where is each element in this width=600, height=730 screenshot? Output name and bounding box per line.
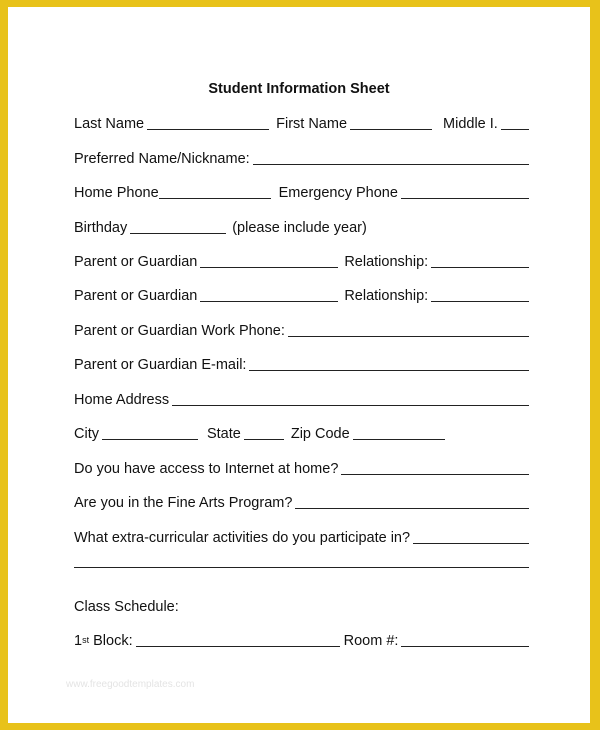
parent-email-label: Parent or Guardian E-mail: — [74, 357, 247, 373]
parent-work-phone-label: Parent or Guardian Work Phone: — [74, 323, 285, 339]
fine-arts-field[interactable] — [295, 507, 529, 509]
fine-arts-question: Are you in the Fine Arts Program? — [74, 495, 293, 511]
state-field[interactable] — [244, 438, 284, 440]
zip-field[interactable] — [353, 438, 445, 440]
internet-field[interactable] — [341, 473, 529, 475]
emergency-phone-label: Emergency Phone — [278, 185, 398, 201]
preferred-name-field[interactable] — [253, 163, 529, 165]
relationship-field[interactable] — [431, 300, 529, 302]
first-name-label: First Name — [276, 116, 348, 132]
parent-guardian-field[interactable] — [200, 300, 338, 302]
extracurricular-field[interactable] — [413, 542, 529, 544]
preferred-name-row — [74, 150, 532, 168]
parent-guardian-label: Parent or Guardian — [74, 254, 198, 270]
parent-email-field[interactable] — [249, 369, 529, 371]
emergency-phone-field[interactable] — [401, 197, 529, 199]
city-row — [74, 425, 532, 443]
parent-row-1 — [74, 253, 532, 271]
extracurricular-question: What extra-curricular activities do you participate in? — [74, 530, 411, 546]
parent-row-2 — [74, 287, 532, 305]
relationship-label: Relationship: — [344, 288, 429, 304]
block-field[interactable] — [136, 645, 340, 647]
form-page — [8, 7, 590, 723]
class-schedule-row — [74, 598, 532, 616]
extracurricular-field-2[interactable] — [74, 566, 529, 568]
birthday-label: Birthday — [74, 220, 128, 236]
last-name-field[interactable] — [147, 128, 269, 130]
parent-guardian-field[interactable] — [200, 266, 338, 268]
parent-email-row — [74, 356, 532, 374]
state-label: State — [206, 426, 241, 442]
class-schedule-heading: Class Schedule: — [74, 599, 179, 615]
watermark: www.freegoodtemplates.com — [66, 679, 195, 690]
internet-row — [74, 460, 532, 478]
relationship-label: Relationship: — [344, 254, 429, 270]
birthday-row — [74, 219, 532, 237]
home-phone-label: Home Phone — [74, 185, 159, 201]
preferred-name-label: Preferred Name/Nickname: — [74, 151, 250, 167]
room-field[interactable] — [401, 645, 529, 647]
birthday-field[interactable] — [130, 232, 226, 234]
home-phone-field[interactable] — [159, 197, 271, 199]
city-field[interactable] — [102, 438, 198, 440]
name-row — [74, 115, 532, 133]
middle-initial-field[interactable] — [501, 128, 529, 130]
block-label: 1st Block: — [74, 633, 133, 649]
extracurricular-row — [74, 529, 532, 547]
home-address-row — [74, 391, 532, 409]
last-name-label: Last Name — [74, 116, 145, 132]
parent-work-phone-field[interactable] — [288, 335, 529, 337]
form-title: Student Information Sheet — [208, 81, 390, 97]
middle-initial-label: Middle I. — [443, 116, 498, 132]
fine-arts-row — [74, 494, 532, 512]
relationship-field[interactable] — [431, 266, 529, 268]
phone-row — [74, 184, 532, 202]
room-label: Room #: — [343, 633, 399, 649]
birthday-note: (please include year) — [232, 220, 367, 236]
extracurricular-line-2 — [74, 564, 532, 566]
city-label: City — [74, 426, 99, 442]
zip-label: Zip Code — [290, 426, 350, 442]
parent-work-phone-row — [74, 322, 532, 340]
block-row — [74, 632, 532, 651]
home-address-field[interactable] — [172, 404, 529, 406]
internet-question: Do you have access to Internet at home? — [74, 461, 339, 477]
first-name-field[interactable] — [350, 128, 432, 130]
home-address-label: Home Address — [74, 392, 170, 408]
parent-guardian-label: Parent or Guardian — [74, 288, 198, 304]
